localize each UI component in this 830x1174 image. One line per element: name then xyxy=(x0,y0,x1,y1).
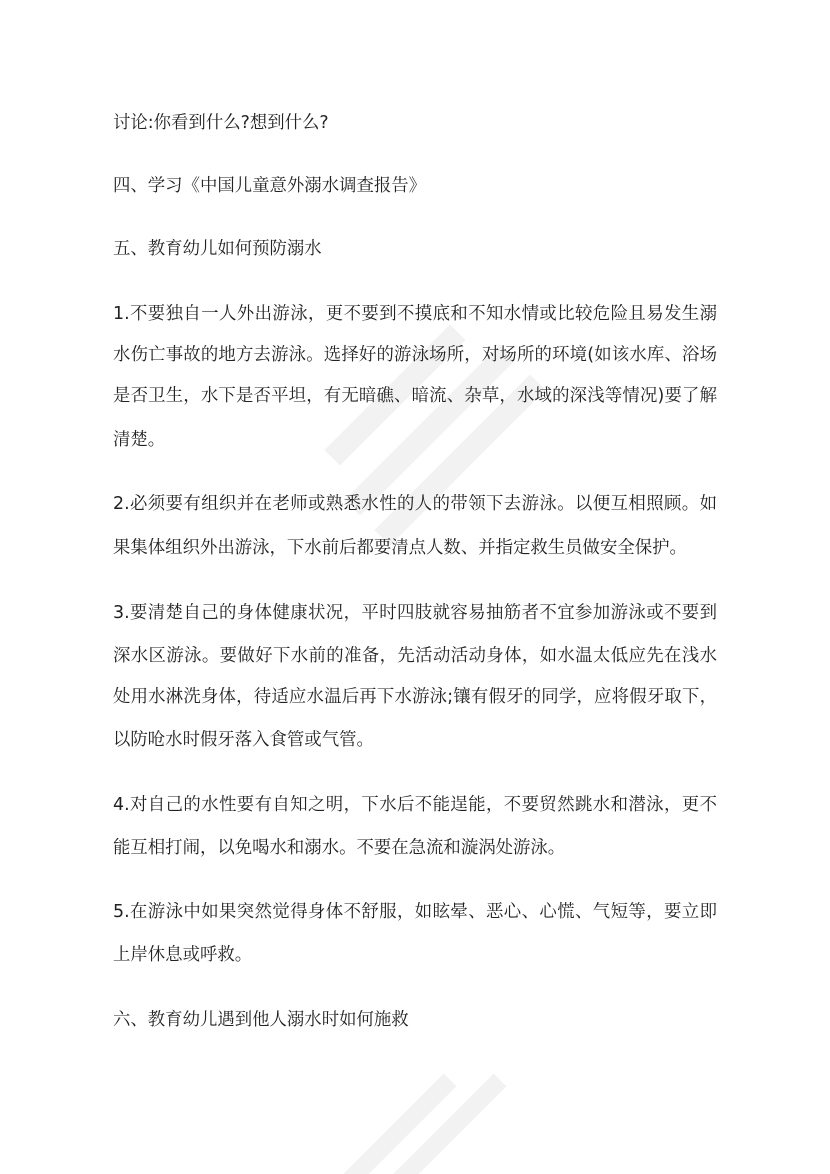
paragraph-4-line: 4.对自己的水性要有自知之明，下水后不能逞能，不要贸然跳水和潜泳，更不 xyxy=(113,795,717,815)
paragraph-2-line: 2.必须要有组织并在老师或熟悉水性的人的带领下去游泳。以便互相照顾。如 xyxy=(113,494,717,514)
paragraph-5-line: 5.在游泳中如果突然觉得身体不舒服，如眩晕、恶心、心慌、气短等，要立即 xyxy=(113,902,717,922)
paragraph-3-line: 3.要清楚自己的身体健康状况，平时四肢就容易抽筋者不宜参加游泳或不要到 xyxy=(113,603,717,623)
discussion-line: 讨论:你看到什么?想到什么? xyxy=(113,113,329,133)
watermark-logo xyxy=(300,300,560,560)
paragraph-2-line: 果集体组织外出游泳，下水前后都要清点人数、并指定救生员做安全保护。 xyxy=(113,538,687,558)
paragraph-3-line: 深水区游泳。要做好下水前的准备，先活动活动身体，如水温太低应先在浅水 xyxy=(113,646,717,666)
section-heading-4: 四、学习《中国儿童意外溺水调查报告》 xyxy=(113,176,427,196)
paragraph-3-line: 处用水淋洗身体，待适应水温后再下水游泳;镶有假牙的同学，应将假牙取下， xyxy=(113,687,717,707)
watermark-logo-bottom xyxy=(330,1060,530,1174)
paragraph-1-line: 是否卫生，水下是否平坦，有无暗礁、暗流、杂草，水域的深浅等情况)要了解 xyxy=(113,386,717,406)
paragraph-1-line: 水伤亡事故的地方去游泳。选择好的游泳场所，对场所的环境(如该水库、浴场 xyxy=(113,345,717,365)
paragraph-5-line: 上岸休息或呼救。 xyxy=(113,945,253,965)
paragraph-3-line: 以防呛水时假牙落入食管或气管。 xyxy=(113,730,374,750)
paragraph-1-line: 清楚。 xyxy=(113,430,166,450)
section-heading-6: 六、教育幼儿遇到他人溺水时如何施救 xyxy=(113,1010,409,1030)
paragraph-1-line: 1.不要独自一人外出游泳，更不要到不摸底和不知水情或比较危险且易发生溺 xyxy=(113,304,717,324)
section-heading-5: 五、教育幼儿如何预防溺水 xyxy=(113,239,322,259)
paragraph-4-line: 能互相打闹，以免喝水和溺水。不要在急流和漩涡处游泳。 xyxy=(113,838,566,858)
